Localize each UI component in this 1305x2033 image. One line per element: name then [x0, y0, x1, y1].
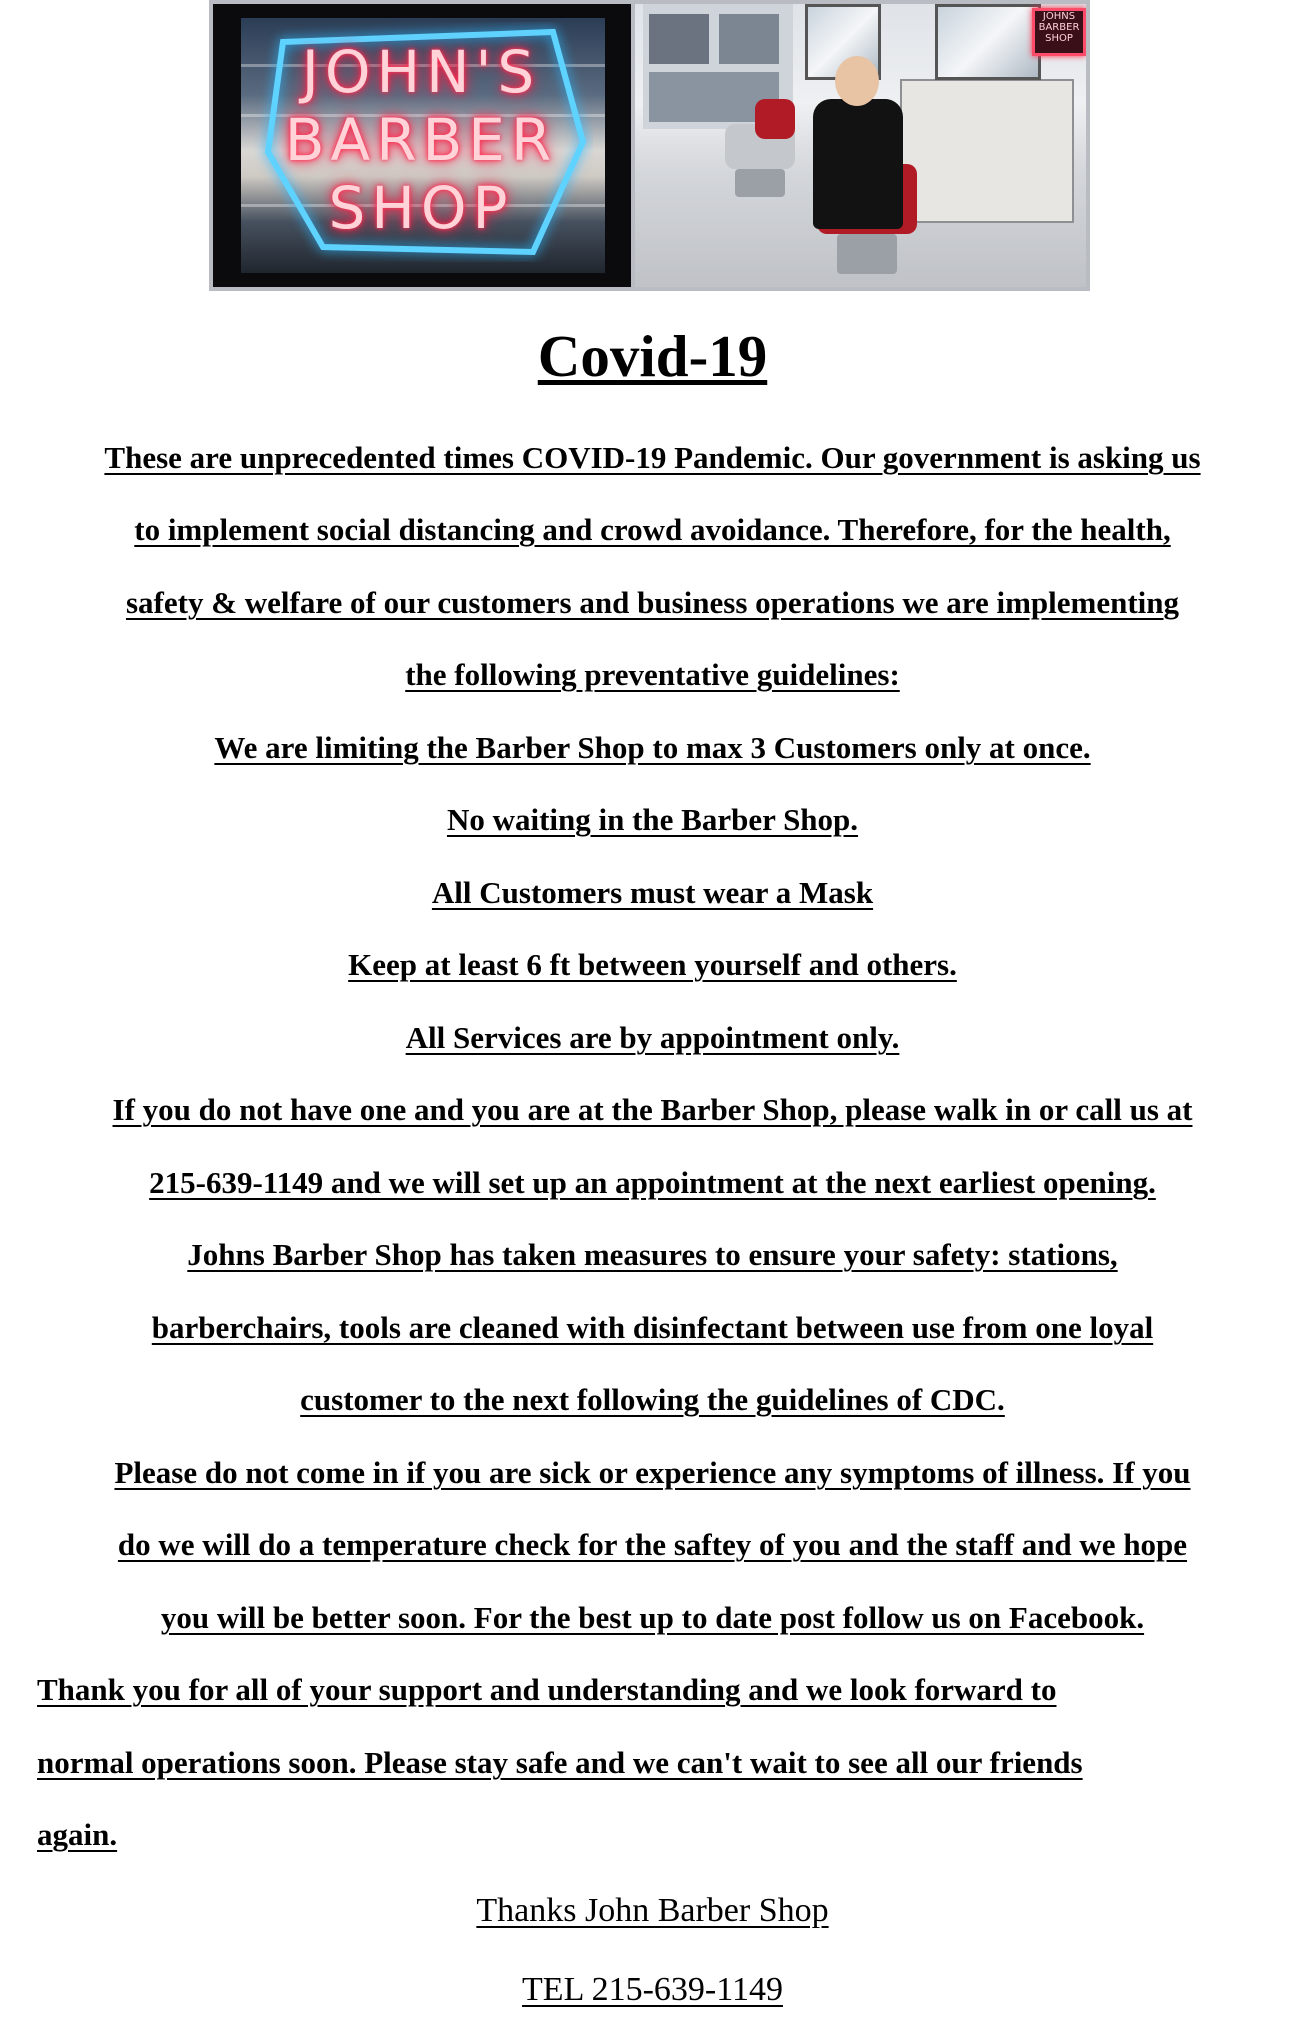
barber-face [835, 56, 879, 106]
illness-line: Please do not come in if you are sick or experience any symptoms of illness. If you [114, 1455, 1191, 1490]
notice-line: the following preventative guidelines: [405, 657, 900, 692]
appointment-line: If you do not have one and you are at the Barber Shop, please walk in or call us at [112, 1092, 1193, 1127]
barber-chair-back [755, 99, 795, 139]
guideline-line: Keep at least 6 ft between yourself and others. [348, 947, 957, 982]
small-neon-sign: JOHNS BARBER SHOP [1032, 8, 1086, 56]
barber-shop-interior-photo [635, 4, 1086, 287]
neon-sign-line: BARBER [284, 106, 558, 174]
wall-picture [719, 14, 779, 64]
guideline-line: All Services are by appointment only. [405, 1020, 900, 1055]
guideline-line: All Customers must wear a Mask [431, 875, 874, 910]
neon-sign-text [271, 34, 571, 256]
mirror [935, 4, 1041, 80]
thank-you-line: Thank you for all of your support and understanding and we look forward to [37, 1672, 1057, 1707]
chair-base [735, 169, 785, 197]
phone-number: TEL 215-639-1149 [522, 1971, 783, 2008]
guideline-line: No waiting in the Barber Shop. [446, 802, 859, 837]
barber-station [900, 79, 1074, 223]
notice-line: safety & welfare of our customers and business operations we are implementing [125, 585, 1180, 620]
barber-person [813, 99, 903, 229]
safety-line: customer to the next following the guidelines of CDC. [300, 1382, 1005, 1417]
thank-you-line: normal operations soon. Please stay safe and we can't wait to see all our friends [37, 1745, 1083, 1780]
neon-sign-photo [213, 4, 631, 287]
neon-sign-line: SHOP [328, 174, 514, 242]
notice-line: to implement social distancing and crowd avoidance. Therefore, for the health, [134, 512, 1171, 547]
illness-line: do we will do a temperature check for the saftey of you and the staff and we hope [117, 1527, 1188, 1562]
safety-line: Johns Barber Shop has taken measures to ensure your safety: stations, [187, 1237, 1118, 1272]
chair-base [837, 234, 897, 274]
thank-you-line: again. [37, 1817, 118, 1852]
page-title: Covid-19 [537, 323, 768, 389]
notice-line: These are unprecedented times COVID-19 Pandemic. Our government is asking us [104, 440, 1201, 475]
header-banner-image [209, 0, 1090, 291]
safety-line: barberchairs, tools are cleaned with disinfectant between use from one loyal [151, 1310, 1154, 1345]
signoff: Thanks John Barber Shop [476, 1892, 829, 1929]
guideline-line: We are limiting the Barber Shop to max 3 Customers only at once. [214, 730, 1091, 765]
neon-sign-line: JOHN'S [301, 38, 541, 106]
appointment-line: 215-639-1149 and we will set up an appointment at the next earliest opening. [149, 1165, 1156, 1200]
wall-picture [649, 14, 709, 64]
illness-line: you will be better soon. For the best up to date post follow us on Facebook. [160, 1600, 1145, 1635]
